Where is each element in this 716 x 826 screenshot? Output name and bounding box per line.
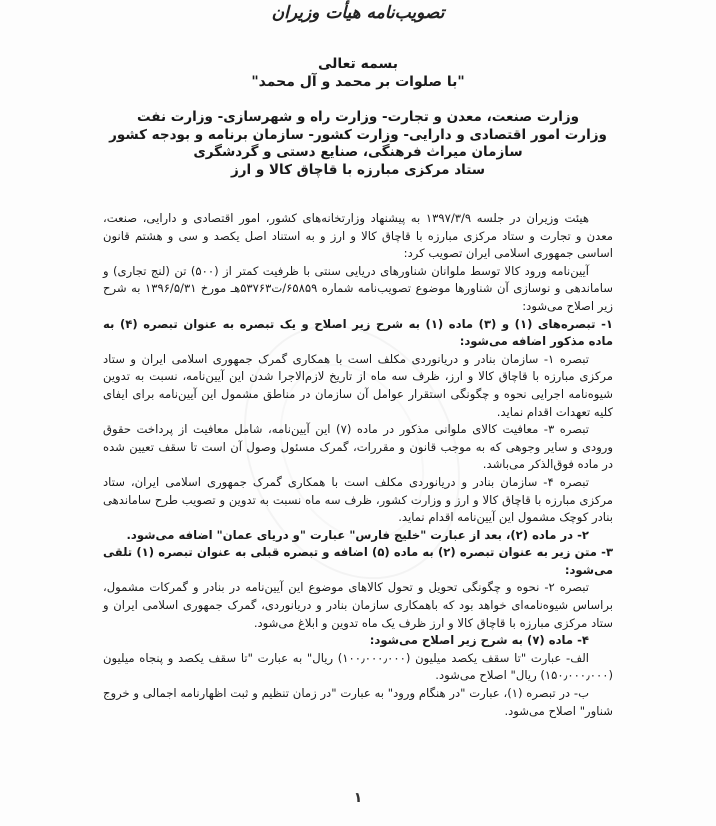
addressee-line: ستاد مرکزی مبارزه با قاچاق کالا و ارز [231,161,485,178]
paragraph-note-4: تبصره ۴- سازمان بنادر و دریانوردی مکلف است با همکاری گمرک جمهوری اسلامی ایران، ستاد مرکزی مبارزه با قاچاق کالا و ارز و وزارت کشور، ظرف سه ماه نسبت به تدوین و تصویب طرح ساماندهی بنادر کوچک مشمول این آیین‌نامه اقدام نماید. [103,474,613,525]
invocation-block [0,55,716,91]
paragraph-note-1: تبصره ۱- سازمان بنادر و دریانوردی مکلف است با همکاری گمرک جمهوری اسلامی ایران و ستاد مرکزی مبارزه با قاچاق کالا و ارز، ظرف سه ماه از تاریخ لازم‌الاجرا شدن این آیین‌نامه، نسبت به تدوین شیوه‌نامه اجرایی نحوه و چگونگی استقرار عوامل آن سازمان در مناطق مشمول این آیین‌نامه برای ایفای کلیه تعهدات اقدام نماید. [103,351,613,419]
paragraph-item-4: ۴- ماده (۷) به شرح زیر اصلاح می‌شود: [369,633,589,648]
paragraph-item-4a: الف- عبارت "تا سقف یکصد میلیون (۱۰۰٫۰۰۰٫۰۰۰) ریال" به عبارت "تا سقف یکصد و پنجاه میلیون (۱۵۰٫۰۰۰٫۰۰۰) ریال" اصلاح می‌شود. [103,650,613,683]
addressee-line: وزارت صنعت، معدن و تجارت- وزارت راه و شهرسازی- وزارت نفت [137,109,579,125]
paragraph-item-3: ۳- متن زیر به عنوان تبصره (۲) به ماده (۵) اضافه و تبصره قبلی به عنوان تبصره (۱) تلقی می‌شود: [103,545,614,577]
document-body [103,210,613,720]
page-number: ۱ [353,790,363,806]
addressee-list [0,109,716,179]
paragraph-item-1: ۱- تبصره‌های (۱) و (۳) ماده (۱) به شرح زیر اصلاح و یک تبصره به عنوان تبصره (۴) به ماده مذکور اضافه می‌شود: [103,316,613,349]
paragraph-note-2: تبصره ۲- نحوه و چگونگی تحویل و تحول کالاهای موضوع این آیین‌نامه در بنادر و گمرکات مشمول، براساس شیوه‌نامه‌ای خواهد بود که باهمکاری سازمان بنادر و دریانوردی، گمرک جمهوری اسلامی ایران و ستاد مرکزی مبارزه با قاچاق کالا و ارز ظرف یک ماه تدوین و ابلاغ می‌شود. [103,580,613,630]
paragraph-item-4b: ب- در تبصره (۱)، عبارت "در هنگام ورود" به عبارت "در زمان تنظیم و ثبت اظهارنامه اجمالی و خروج شناور" اصلاح می‌شود. [103,686,613,718]
addressee-line: وزارت امور اقتصادی و دارایی- وزارت کشور- سازمان برنامه و بودجه کشور [109,126,607,143]
paragraph-preamble: هیئت وزیران در جلسه ۱۳۹۷/۳/۹ به پیشنهاد وزارتخانه‌های کشور، امور اقتصادی و دارایی، صنعت، معدن و تجارت و ستاد مرکزی مبارزه با قاچاق کالا و ارز و به استناد اصل یکصد و سی و هشتم قانون اساسی جمهوری اسلامی ایران تصویب کرد: [103,211,613,261]
bismillah-text: بسمه تعالی [317,56,399,72]
paragraph-item-2: ۲- در ماده (۲)، بعد از عبارت "خلیج فارس" عبارت "و دریای عمان" اضافه می‌شود. [126,527,589,542]
letterhead-title: تصویب‌نامه هیأت وزیران [271,3,445,23]
paragraph-note-3: تبصره ۳- معافیت کالای ملوانی مذکور در ماده (۷) این آیین‌نامه، شامل معافیت از پرداخت حقوق ورودی و سایر وجوهی که به موجب قانون و مقررات، گمرک مسئول وصول آن است تا سقف تعیین شده در ماده فوق‌الذکر می‌باشد. [103,422,613,472]
addressee-line: سازمان میراث فرهنگی، صنایع دستی و گردشگری [193,144,523,160]
salawat-text: "با صلوات بر محمد و آل محمد" [251,74,465,90]
paragraph-regulation: آیین‌نامه ورود کالا توسط ملوانان شناورهای دریایی سنتی با ظرفیت کمتر از (۵۰۰) تن (لنج تجاری) و ساماندهی و نوسازی آن شناورها موضوع تصویب‌نامه شماره ۶۵۸۵۹/ت۵۳۷۶۳هـ مورخ ۱۳۹۶/۵/۳۱ به شرح زیر اصلاح می‌شود: [103,263,613,313]
